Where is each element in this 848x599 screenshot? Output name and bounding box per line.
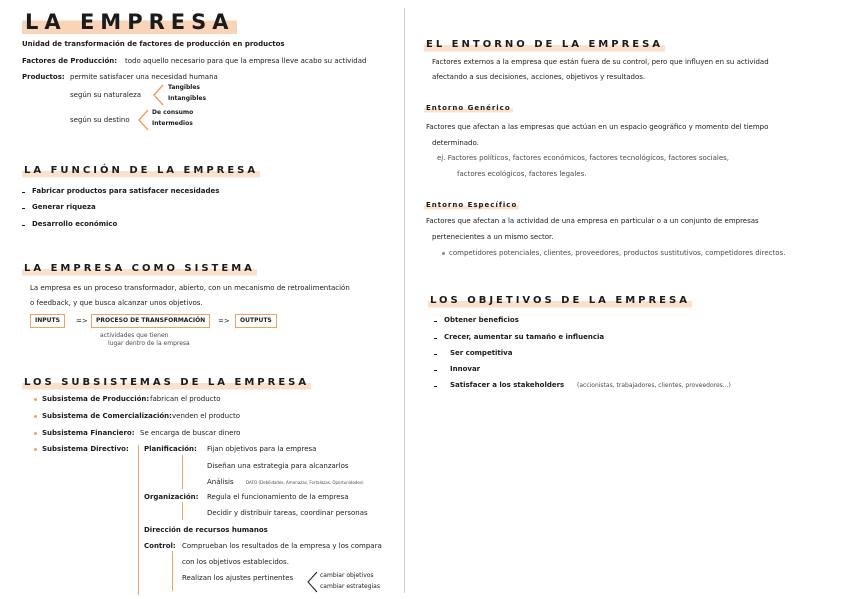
control-label: Control:: [144, 542, 176, 550]
comercializacion-text: venden el producto: [172, 412, 240, 420]
bullet-icon: [34, 432, 37, 435]
naturaleza-item-0: Tangibles: [168, 84, 200, 91]
dash-icon: [434, 338, 437, 339]
dash-icon: [434, 370, 437, 371]
control-1: Comprueban los resultados de la empresa y los compara: [182, 542, 382, 550]
arrow-2: =>: [218, 317, 230, 325]
financiero-label: Subsistema Financiero:: [42, 429, 135, 437]
sistema-heading: LA EMPRESA COMO SISTEMA: [24, 263, 255, 274]
generico-line-4: factores ecológicos, factores legales.: [457, 170, 587, 178]
destino-item-0: De consumo: [152, 109, 194, 116]
especifico-line-1: Factores que afectan a la actividad de una empresa en particular o a un conjunto de empresas: [426, 217, 759, 225]
naturaleza-label: según su naturaleza: [70, 91, 142, 99]
dash-icon: [434, 354, 437, 355]
generico-heading: Entorno Genérico: [426, 104, 511, 112]
planificacion-3a: Análisis: [207, 478, 234, 486]
produccion-label: Subsistema de Producción:: [42, 395, 150, 403]
brace-control-icon: [305, 571, 319, 593]
organizacion-bracket: [182, 502, 183, 520]
productos-label: Productos:: [22, 73, 65, 81]
funcion-item-0: Fabricar productos para satisfacer necesidades: [32, 187, 220, 195]
especifico-line-2: pertenecientes a un mismo sector.: [432, 233, 554, 241]
planificacion-1: Fijan objetivos para la empresa: [207, 445, 317, 453]
objetivo-item-1: Crecer, aumentar su tamaño e influencia: [444, 333, 605, 341]
bullet-icon: [34, 398, 37, 401]
bullet-icon: [34, 415, 37, 418]
planificacion-bracket: [182, 455, 183, 489]
factores-text: todo aquello necesario para que la empresa lleve acabo su actividad: [125, 57, 367, 65]
comercializacion-label: Subsistema de Comercialización:: [42, 412, 172, 420]
destino-label: según su destino: [70, 116, 130, 124]
financiero-text: Se encarga de buscar dinero: [140, 429, 241, 437]
dash-icon: [434, 386, 437, 387]
proceso-note-2: lugar dentro de la empresa: [108, 340, 190, 347]
page-title: LA EMPRESA: [22, 8, 237, 36]
organizacion-1: Regula el funcionamiento de la empresa: [207, 493, 349, 501]
directivo-bracket: [138, 445, 139, 595]
objetivo-item-4: Satisfacer a los stakeholders: [450, 381, 565, 389]
objetivo-item-3: Innovar: [450, 365, 481, 373]
produccion-text: fabrican el producto: [150, 395, 221, 403]
generico-line-1: Factores que afectan a las empresas que actúan en un espacio geográfico y momento del tiempo: [426, 123, 769, 131]
objetivos-heading: LOS OBJETIVOS DE LA EMPRESA: [430, 295, 690, 306]
naturaleza-item-1: Intangibles: [168, 95, 207, 102]
sistema-line-2: o feedback, y que busca alcanzar unos objetivos.: [30, 299, 203, 307]
especifico-line-3: competidores potenciales, clientes, proveedores, productos sustitutivos, competidores directos.: [449, 249, 786, 257]
subsistemas-heading: LOS SUBSISTEMAS DE LA EMPRESA: [24, 377, 310, 388]
arrow-1: =>: [76, 317, 88, 325]
dash-icon: [22, 208, 25, 209]
direccion-label: Dirección de recursos humanos: [144, 526, 268, 534]
page-subtitle: Unidad de transformación de factores de producción en productos: [22, 40, 285, 48]
control-2: con los objetivos establecidos.: [182, 558, 289, 566]
directivo-label: Subsistema Directivo:: [42, 445, 129, 453]
entorno-line-2: afectando a sus decisiones, acciones, objetivos y resultados.: [432, 73, 646, 81]
brace-naturaleza-icon: [151, 84, 165, 106]
objetivo-item-2: Ser competitiva: [450, 349, 513, 357]
especifico-heading: Entorno Específico: [426, 201, 518, 209]
control-ajuste-1: cambiar estrategias: [320, 583, 380, 590]
control-bracket: [172, 551, 173, 591]
dash-icon: [434, 321, 437, 322]
inputs-box: INPUTS: [30, 314, 65, 328]
bullet-icon: [442, 252, 445, 255]
planificacion-2: Diseñan una estrategia para alcanzarlos: [207, 462, 349, 470]
column-divider: [404, 8, 405, 593]
bullet-icon: [34, 448, 37, 451]
dash-icon: [22, 192, 25, 193]
funcion-item-1: Generar riqueza: [32, 203, 96, 211]
control-3: Realizan los ajustes pertinentes: [182, 574, 294, 582]
brace-destino-icon: [136, 109, 150, 131]
objetivo-item-0: Obtener beneficios: [444, 316, 519, 324]
factores-label: Factores de Producción:: [22, 57, 118, 65]
destino-item-1: Intermedios: [152, 120, 193, 127]
entorno-heading: EL ENTORNO DE LA EMPRESA: [426, 39, 664, 50]
sistema-line-1: La empresa es un proceso transformador, abierto, con un mecanismo de retroalimentación: [30, 284, 350, 292]
proceso-note-1: actividades que tienen: [100, 332, 169, 339]
generico-line-3: ej. Factores políticos, factores económicos, factores tecnológicos, factores sociales,: [437, 154, 730, 162]
proceso-box: PROCESO DE TRANSFORMACIÓN: [91, 314, 210, 328]
organizacion-2: Decidir y distribuir tareas, coordinar personas: [207, 509, 368, 517]
entorno-line-1: Factores externos a la empresa que están fuera de su control, pero que influyen en su actividad: [432, 58, 769, 66]
productos-text: permite satisfacer una necesidad humana: [70, 73, 218, 81]
generico-line-2: determinado.: [432, 139, 479, 147]
funcion-heading: LA FUNCIÓN DE LA EMPRESA: [24, 165, 259, 176]
planificacion-3b: DAFO (Debilidades, Amenazas, Fortalezas, Oportunidades): [246, 480, 364, 485]
stakeholders-note: (accionistas, trabajadores, clientes, proveedores...): [577, 382, 731, 389]
control-ajuste-0: cambiar objetivos: [320, 572, 374, 579]
organizacion-label: Organización:: [144, 493, 199, 501]
outputs-box: OUTPUTS: [235, 314, 277, 328]
funcion-item-2: Desarrollo económico: [32, 220, 118, 228]
planificacion-label: Planificación:: [144, 445, 197, 453]
dash-icon: [22, 225, 25, 226]
